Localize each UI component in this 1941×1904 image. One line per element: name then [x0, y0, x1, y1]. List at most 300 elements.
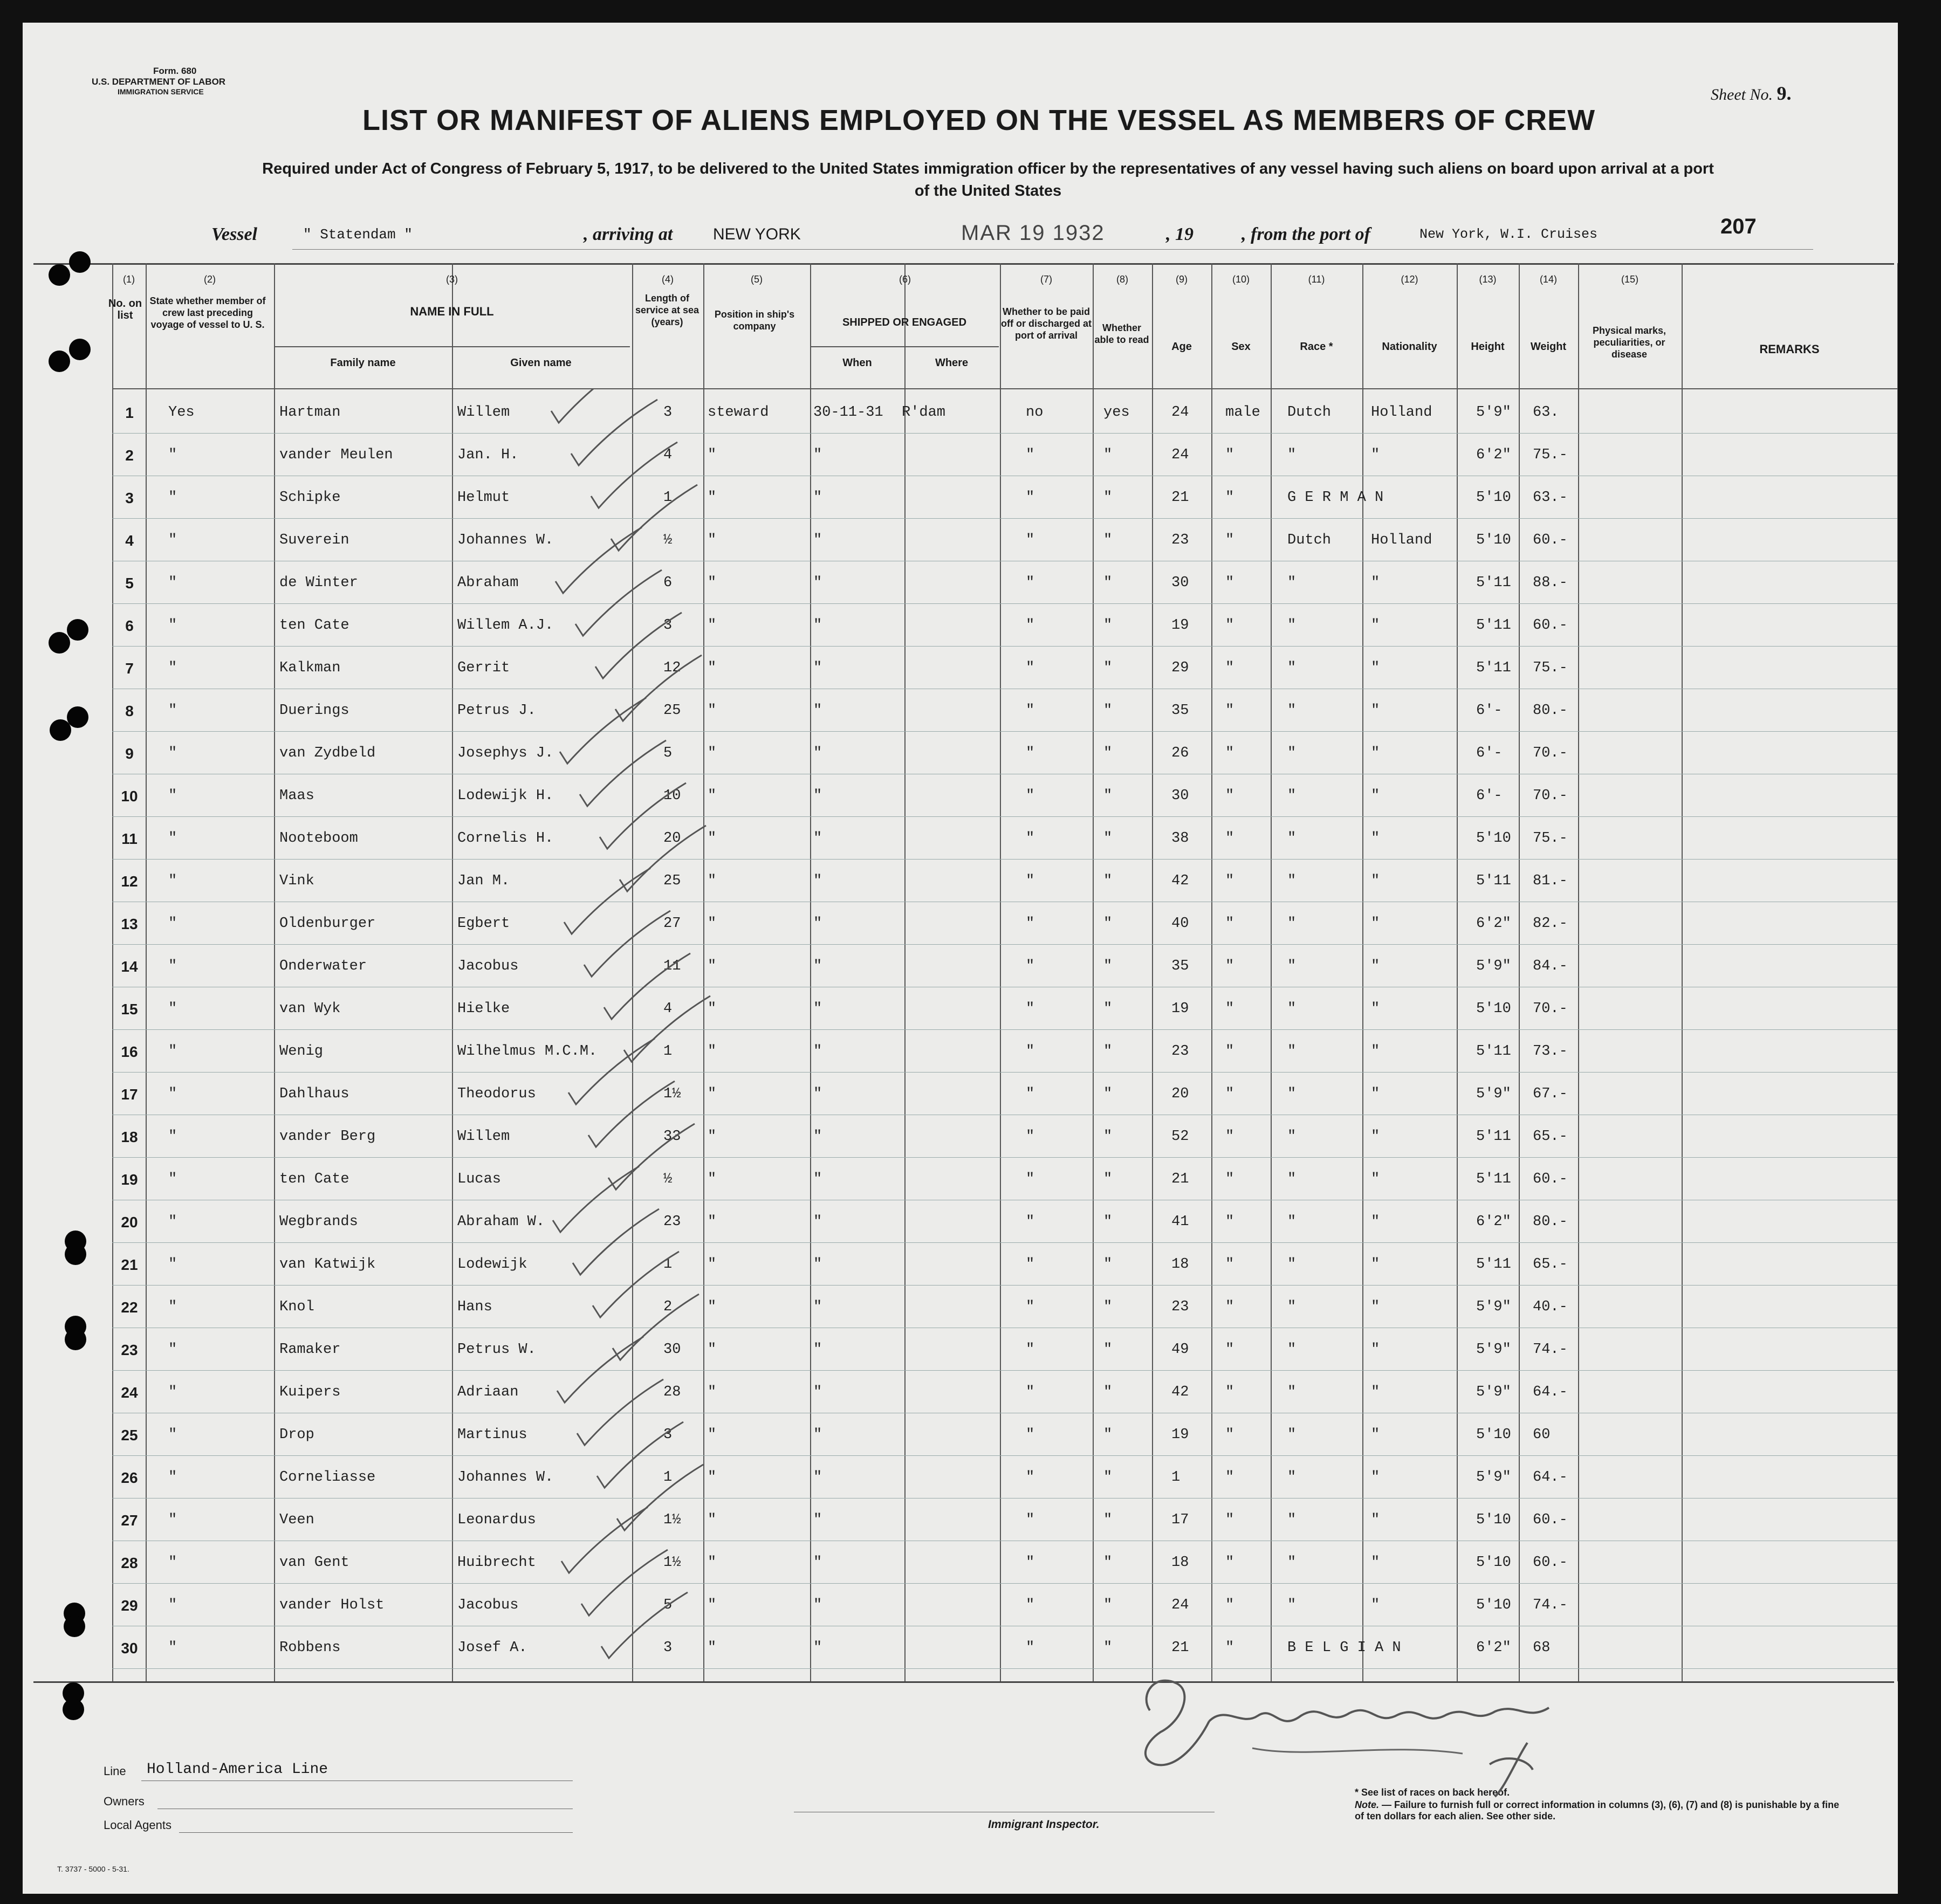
cell-height: 5'11 [1476, 1043, 1511, 1060]
cell-pos: " [708, 1001, 717, 1017]
line-field [104, 1761, 589, 1783]
check-mark [593, 1252, 679, 1317]
cell-family: Dahlhaus [279, 1086, 349, 1102]
cell-prev: " [168, 1640, 177, 1656]
cell-prev: " [168, 1384, 177, 1400]
cell-age: 24 [1171, 447, 1189, 463]
cell-when: " [813, 1469, 822, 1486]
column-number: (1) [123, 274, 135, 285]
cell-when: " [813, 830, 822, 847]
punch-hole [65, 1243, 86, 1265]
cell-family: van Katwijk [279, 1256, 376, 1273]
cell-sex: " [1225, 1299, 1234, 1315]
header-age: Age [1171, 341, 1192, 353]
cell-nat: " [1371, 1384, 1380, 1400]
cell-given: Jan M. [457, 873, 510, 889]
cell-paid: " [1026, 788, 1035, 804]
cell-when: " [813, 1640, 822, 1656]
header-no-on-list: No. on list [108, 298, 142, 321]
column-number: (11) [1308, 274, 1325, 285]
column-number: (12) [1401, 274, 1418, 285]
cell-weight: 65.- [1533, 1129, 1568, 1145]
page-number: 207 [1720, 215, 1757, 238]
cell-paid: " [1026, 873, 1035, 889]
cell-paid: " [1026, 1256, 1035, 1273]
cell-prev: " [168, 617, 177, 634]
check-mark [560, 698, 646, 764]
cell-pos: " [708, 1555, 717, 1571]
header-weight: Weight [1530, 341, 1567, 353]
cell-prev: " [168, 532, 177, 548]
arriving-label: , arriving at [584, 224, 673, 244]
subtitle-line2: of the United States [914, 182, 1062, 200]
cell-paid: " [1026, 1043, 1035, 1060]
row-divider [112, 859, 1897, 860]
punch-hole [64, 1616, 85, 1637]
cell-height: 5'11 [1476, 1129, 1511, 1145]
punch-hole [49, 632, 70, 654]
cell-height: 5'9" [1476, 1384, 1511, 1400]
row-divider [112, 1455, 1897, 1456]
cell-paid: " [1026, 1427, 1035, 1443]
cell-family: Wenig [279, 1043, 324, 1060]
cell-when: " [813, 490, 822, 506]
header-previous-voyage: State whether member of crew last preceding voyage of vessel to U. S. [149, 295, 266, 330]
cell-when: " [813, 958, 822, 974]
cell-race: " [1287, 1086, 1297, 1102]
cell-family: Ramaker [279, 1342, 341, 1358]
cell-when: " [813, 447, 822, 463]
row-number: 29 [121, 1597, 138, 1614]
cell-when: " [813, 1214, 822, 1230]
cell-weight: 70.- [1533, 1001, 1568, 1017]
cell-pos: " [708, 490, 717, 506]
row-divider [112, 731, 1897, 732]
form-number: Form. 680 [153, 66, 197, 76]
row-divider [112, 1498, 1897, 1499]
cell-paid: " [1026, 1597, 1035, 1613]
print-code: T. 3737 - 5000 - 5-31. [57, 1865, 129, 1873]
cell-height: 5'10 [1476, 532, 1511, 548]
cell-given: Abraham W. [457, 1214, 545, 1230]
cell-svc: 6 [663, 575, 673, 591]
cell-age: 19 [1171, 1001, 1189, 1017]
cell-sex: " [1225, 1597, 1234, 1613]
cell-age: 18 [1171, 1256, 1189, 1273]
cell-sex: " [1225, 1086, 1234, 1102]
row-divider [112, 1029, 1897, 1030]
cell-given: Johannes W. [457, 532, 554, 548]
cell-svc: 27 [663, 916, 681, 932]
cell-pos: " [708, 703, 717, 719]
row-number: 23 [121, 1342, 138, 1358]
cell-race: Dutch [1287, 404, 1332, 421]
owners-label: Owners [104, 1795, 145, 1808]
cell-read: " [1103, 490, 1113, 506]
cell-read: " [1103, 575, 1113, 591]
cell-given: Cornelis H. [457, 830, 554, 847]
column-number: (3) [446, 274, 458, 285]
cell-given: Jan. H. [457, 447, 519, 463]
cell-read: " [1103, 1001, 1113, 1017]
cell-age: 20 [1171, 1086, 1189, 1102]
cell-when: " [813, 617, 822, 634]
cell-pos: steward [708, 404, 769, 421]
check-mark [580, 740, 666, 806]
cell-weight: 80.- [1533, 703, 1568, 719]
year-label: , 19 [1166, 224, 1194, 244]
cell-prev: " [168, 1469, 177, 1486]
row-number: 4 [125, 532, 134, 549]
cell-read: " [1103, 1640, 1113, 1656]
cell-prev: " [168, 660, 177, 676]
cell-weight: 40.- [1533, 1299, 1568, 1315]
cell-pos: " [708, 1469, 717, 1486]
cell-read: " [1103, 1469, 1113, 1486]
row-number: 21 [121, 1256, 138, 1273]
cell-weight: 60.- [1533, 1171, 1568, 1187]
cell-svc: 1 [663, 490, 673, 506]
cell-nat: " [1371, 1597, 1380, 1613]
check-mark [613, 1294, 699, 1360]
cell-age: 24 [1171, 404, 1189, 421]
punch-hole [67, 619, 88, 641]
cell-prev: " [168, 745, 177, 761]
table-top-border [33, 263, 1894, 265]
header-shipped-or-engaged: SHIPPED OR ENGAGED [842, 317, 967, 328]
cell-prev: " [168, 1555, 177, 1571]
cell-weight: 74.- [1533, 1342, 1568, 1358]
cell-prev: " [168, 1299, 177, 1315]
cell-weight: 63.- [1533, 490, 1568, 506]
column-number: (14) [1539, 274, 1557, 285]
cell-prev: " [168, 703, 177, 719]
cell-weight: 60.- [1533, 532, 1568, 548]
row-divider [112, 1583, 1897, 1584]
header-race: Race * [1300, 341, 1333, 353]
cell-race: " [1287, 1427, 1297, 1443]
cell-height: 6'2" [1476, 1640, 1511, 1656]
cell-nat: " [1371, 1342, 1380, 1358]
cell-nat: " [1371, 447, 1380, 463]
check-mark [591, 442, 677, 508]
cell-paid: no [1026, 404, 1044, 421]
cell-age: 23 [1171, 1043, 1189, 1060]
check-mark [564, 868, 650, 934]
cell-pos: " [708, 1512, 717, 1528]
cell-given: Lucas [457, 1171, 502, 1187]
cell-age: 41 [1171, 1214, 1189, 1230]
row-number: 11 [121, 830, 138, 847]
cell-weight: 67.- [1533, 1086, 1568, 1102]
cell-pos: " [708, 1129, 717, 1145]
agents-field [104, 1815, 589, 1837]
cell-when: " [813, 1256, 822, 1273]
cell-sex: " [1225, 830, 1234, 847]
cell-paid: " [1026, 1299, 1035, 1315]
cell-race: " [1287, 1129, 1297, 1145]
cell-sex: " [1225, 447, 1234, 463]
cell-given: Josef A. [457, 1640, 527, 1656]
cell-svc: 1 [663, 1043, 673, 1060]
cell-height: 5'10 [1476, 1427, 1511, 1443]
cell-when: " [813, 660, 822, 676]
name-subheader-line [274, 346, 630, 347]
cell-when: 30-11-31 [813, 404, 883, 421]
cell-weight: 64.- [1533, 1384, 1568, 1400]
cell-nat: " [1371, 916, 1380, 932]
vessel-label: Vessel [211, 224, 257, 244]
punch-hole [50, 719, 71, 741]
cell-svc: 1½ [663, 1555, 681, 1571]
check-mark [577, 1379, 663, 1445]
cell-race: " [1287, 660, 1297, 676]
agents-label: Local Agents [104, 1818, 172, 1832]
row-number: 3 [125, 490, 134, 506]
cell-paid: " [1026, 490, 1035, 506]
row-number: 8 [125, 703, 134, 719]
row-number: 12 [121, 873, 138, 890]
cell-nat: " [1371, 617, 1380, 634]
cell-pos: " [708, 1171, 717, 1187]
shipped-subheader-line [810, 346, 999, 347]
cell-nat: " [1371, 1001, 1380, 1017]
header-sex: Sex [1231, 341, 1251, 353]
cell-height: 5'9" [1476, 958, 1511, 974]
cell-weight: 75.- [1533, 660, 1568, 676]
cell-read: " [1103, 745, 1113, 761]
cell-read: " [1103, 703, 1113, 719]
cell-race: " [1287, 1214, 1297, 1230]
cell-family: van Gent [279, 1555, 349, 1571]
cell-height: 5'9" [1476, 404, 1511, 421]
cell-paid: " [1026, 1640, 1035, 1656]
header-name-in-full: NAME IN FULL [410, 305, 494, 318]
cell-given: Theodorus [457, 1086, 536, 1102]
cell-when: " [813, 1001, 822, 1017]
cell-height: 5'11 [1476, 873, 1511, 889]
cell-nat: " [1371, 1256, 1380, 1273]
cell-prev: " [168, 1512, 177, 1528]
column-number: (13) [1479, 274, 1497, 285]
column-number: (7) [1040, 274, 1052, 285]
row-divider [112, 1157, 1897, 1158]
cell-given: Helmut [457, 490, 510, 506]
column-number: (5) [751, 274, 763, 285]
cell-height: 5'9" [1476, 1299, 1511, 1315]
cell-race: " [1287, 873, 1297, 889]
cell-read: yes [1103, 404, 1130, 421]
cell-weight: 60.- [1533, 1555, 1568, 1571]
cell-pos: " [708, 1597, 717, 1613]
cell-where: R'dam [902, 404, 946, 421]
cell-svc: 1 [663, 1256, 673, 1273]
cell-read: " [1103, 1299, 1113, 1315]
row-number: 15 [121, 1001, 138, 1018]
cell-prev: " [168, 916, 177, 932]
cell-nat: " [1371, 1469, 1380, 1486]
row-number: 20 [121, 1214, 138, 1231]
cell-when: " [813, 575, 822, 591]
check-mark [595, 613, 682, 678]
cell-given: Lodewijk H. [457, 788, 554, 804]
cell-paid: " [1026, 447, 1035, 463]
cell-height: 6'2" [1476, 916, 1511, 932]
inspector-label: Immigrant Inspector. [988, 1818, 1100, 1831]
cell-nat: " [1371, 873, 1380, 889]
cell-sex: " [1225, 1384, 1234, 1400]
cell-when: " [813, 1384, 822, 1400]
cell-sex: " [1225, 1512, 1234, 1528]
line-label: Line [104, 1764, 126, 1778]
row-number: 7 [125, 660, 134, 677]
cell-prev: " [168, 575, 177, 591]
cell-paid: " [1026, 1001, 1035, 1017]
cell-age: 30 [1171, 575, 1189, 591]
cell-read: " [1103, 1256, 1113, 1273]
cell-weight: 65.- [1533, 1256, 1568, 1273]
check-mark [615, 655, 702, 721]
cell-nat: " [1371, 1086, 1380, 1102]
cell-weight: 74.- [1533, 1597, 1568, 1613]
punch-hole [69, 251, 91, 273]
footer-border [33, 1681, 1894, 1683]
cell-race: " [1287, 1256, 1297, 1273]
cell-sex: " [1225, 916, 1234, 932]
column-number: (2) [204, 274, 216, 285]
cell-weight: 80.- [1533, 1214, 1568, 1230]
punch-hole [49, 350, 70, 372]
cell-race: " [1287, 617, 1297, 634]
column-number: (8) [1116, 274, 1128, 285]
cell-height: 5'11 [1476, 1256, 1511, 1273]
cell-race: " [1287, 703, 1297, 719]
cell-prev: " [168, 1171, 177, 1187]
cell-family: Suverein [279, 532, 349, 548]
check-mark [555, 527, 642, 593]
check-mark [608, 1124, 695, 1190]
cell-prev: " [168, 788, 177, 804]
cell-family: Onderwater [279, 958, 367, 974]
cell-sex: " [1225, 1427, 1234, 1443]
cell-svc: 5 [663, 1597, 673, 1613]
cell-read: " [1103, 1597, 1113, 1613]
cell-svc: 12 [663, 660, 681, 676]
cell-age: 52 [1171, 1129, 1189, 1145]
cell-svc: 20 [663, 830, 681, 847]
punch-hole [63, 1699, 84, 1720]
cell-when: " [813, 745, 822, 761]
cell-weight: 60.- [1533, 617, 1568, 634]
cell-svc: ½ [663, 1171, 673, 1187]
cell-given: Hans [457, 1299, 492, 1315]
cell-family: Kuipers [279, 1384, 341, 1400]
cell-given: Willem A.J. [457, 617, 554, 634]
from-port: New York, W.I. Cruises [1419, 226, 1598, 242]
cell-family: vander Berg [279, 1129, 376, 1145]
cell-weight: 60.- [1533, 1512, 1568, 1528]
cell-family: ten Cate [279, 1171, 349, 1187]
cell-given: Josephys J. [457, 745, 554, 761]
cell-paid: " [1026, 1384, 1035, 1400]
cell-family: Schipke [279, 490, 341, 506]
cell-age: 26 [1171, 745, 1189, 761]
cell-race: " [1287, 1043, 1297, 1060]
row-number: 28 [121, 1555, 138, 1571]
cell-sex: " [1225, 1171, 1234, 1187]
cell-given: Petrus J. [457, 703, 536, 719]
cell-pos: " [708, 575, 717, 591]
punch-hole [49, 264, 70, 286]
cell-prev: " [168, 830, 177, 847]
cell-pos: " [708, 1043, 717, 1060]
cell-read: " [1103, 532, 1113, 548]
cell-prev: Yes [168, 404, 195, 421]
cell-weight: 60 [1533, 1427, 1551, 1443]
cell-pos: " [708, 1384, 717, 1400]
cell-read: " [1103, 830, 1113, 847]
cell-when: " [813, 1342, 822, 1358]
cell-paid: " [1026, 1512, 1035, 1528]
cell-svc: 2 [663, 1299, 673, 1315]
note-text: — Failure to furnish full or correct information in columns (3), (6), (7) and (8) is punishable by a fine of ten dollars for each alien. See other side. [1355, 1799, 1840, 1821]
check-mark [568, 1039, 655, 1104]
cell-svc: 3 [663, 404, 673, 421]
row-number: 17 [121, 1086, 138, 1103]
note-races: * See list of races on back hereof. [1355, 1787, 1510, 1798]
check-mark [604, 953, 690, 1019]
cell-given: Gerrit [457, 660, 510, 676]
cell-given: Jacobus [457, 958, 519, 974]
cell-prev: " [168, 447, 177, 463]
cell-sex: " [1225, 660, 1234, 676]
cell-race: " [1287, 1384, 1297, 1400]
cell-age: 40 [1171, 916, 1189, 932]
cell-nat: " [1371, 1171, 1380, 1187]
cell-age: 19 [1171, 617, 1189, 634]
cell-paid: " [1026, 830, 1035, 847]
cell-height: 5'10 [1476, 1512, 1511, 1528]
cell-weight: 88.- [1533, 575, 1568, 591]
cell-pos: " [708, 1427, 717, 1443]
note-label: Note. [1355, 1799, 1379, 1810]
cell-pos: " [708, 1214, 717, 1230]
cell-family: Maas [279, 788, 314, 804]
cell-when: " [813, 703, 822, 719]
cell-paid: " [1026, 1342, 1035, 1358]
cell-when: " [813, 1597, 822, 1613]
cell-read: " [1103, 1512, 1113, 1528]
date-stamp: MAR 19 1932 [961, 221, 1105, 245]
cell-given: Jacobus [457, 1597, 519, 1613]
cell-race: " [1287, 1342, 1297, 1358]
cell-sex: " [1225, 788, 1234, 804]
column-number: (15) [1621, 274, 1638, 285]
cell-race: " [1287, 745, 1297, 761]
cell-height: 5'10 [1476, 1597, 1511, 1613]
row-number: 13 [121, 916, 138, 932]
cell-when: " [813, 1427, 822, 1443]
check-mark [581, 1550, 668, 1616]
cell-age: 19 [1171, 1427, 1189, 1443]
cell-nat: Holland [1371, 532, 1432, 548]
cell-height: 5'9" [1476, 1469, 1511, 1486]
row-number: 30 [121, 1640, 138, 1656]
cell-svc: 1½ [663, 1086, 681, 1102]
cell-age: 23 [1171, 532, 1189, 548]
cell-family: Vink [279, 873, 314, 889]
vessel-name: " Statendam " [303, 226, 413, 243]
